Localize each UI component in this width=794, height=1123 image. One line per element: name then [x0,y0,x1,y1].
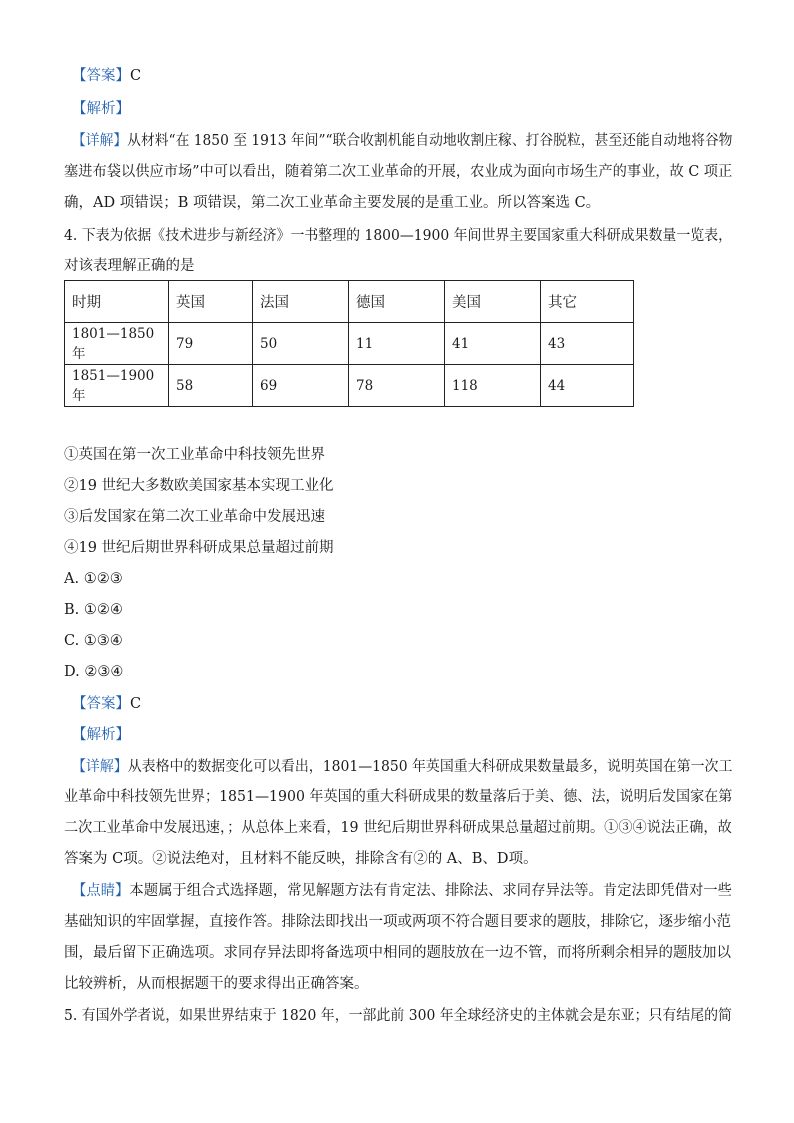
answer-tag: 【答案】 [72,696,130,712]
q4-detail-line-2: 业革命中科技领先世界；1851—1900 年英国的重大科研成果的数量落后于美、德、法，说明后发国家在第 [64,789,733,805]
table-cell: 1851—1900 年 [65,365,169,407]
statement-3: ③后发国家在第二次工业革命中发展迅速 [64,509,325,525]
answer-tag: 【答案】 [72,68,130,84]
table-cell: 69 [253,365,349,407]
tip-line-3: 围，最后留下正确选项。求同存异法即将备选项中相同的题肢放在一边不管，而将所剩余相异的题肢加以 [64,945,731,961]
table-cell: 11 [349,323,445,365]
header-cell: 时期 [65,281,169,323]
table-cell: 118 [445,365,541,407]
analysis-tag: 【解析】 [72,727,130,743]
table-header-row [65,281,634,323]
table-cell: 78 [349,365,445,407]
table-cell: 58 [169,365,253,407]
answer-value: C [130,68,142,84]
q4-detail-line-3: 二次工业革命中发展迅速，；从总体上来看，19 世纪后期世界科研成果总量超过前期。①③④说法正确，故 [64,820,732,836]
table-cell: 43 [541,323,634,365]
q4-analysis-heading [72,725,130,745]
statement-2: ②19 世纪大多数欧美国家基本实现工业化 [64,478,334,494]
detail-text: 从材料“在 1850 至 1913 年间”“联合收割机能自动地收割庄稼、打谷脱粒，甚至还能自动地将谷物 [127,133,733,149]
detail-line-3: 确，AD 项错误；B 项错误，第二次工业革命主要发展的是重工业。所以答案选 C。 [64,195,601,211]
table-cell: 79 [169,323,253,365]
header-cell: 美国 [445,281,541,323]
option-d: D. ②③④ [64,664,124,680]
q4-detail-line-1 [72,757,732,777]
research-results-table [64,280,634,407]
q4-detail-line-4: 答案为 C项。②说法绝对，且材料不能反映，排除含有②的 A、B、D项。 [64,851,538,867]
option-a: A. ①②③ [64,571,123,587]
option-b: B. ①②④ [64,602,123,618]
detail-text: 从表格中的数据变化可以看出，1801—1850 年英国重大科研成果数量最多，说明英国在第一次工 [127,759,733,775]
q4-stem-line-2: 对该表理解正确的是 [64,258,195,274]
answer-value: C [130,696,142,712]
tip-tag: 【点睛】 [72,883,130,899]
tip-line-2: 基础知识的牢固掌握，直接作答。排除法即找出一项或两项不符合题目要求的题肢，排除它，逐步缩小范 [64,914,731,930]
answer-line [72,66,141,86]
statement-4: ④19 世纪后期世界科研成果总量超过前期 [64,540,334,556]
detail-line-1 [72,131,732,151]
analysis-tag: 【解析】 [72,101,130,117]
table-cell: 44 [541,365,634,407]
statement-1: ①英国在第一次工业革命中科技领先世界 [64,447,325,463]
analysis-heading [72,99,130,119]
header-cell: 其它 [541,281,634,323]
table-row [65,365,634,407]
table-row [65,323,634,365]
header-cell: 法国 [253,281,349,323]
q4-stem-line-1: 4. 下表为依据《技术进步与新经济》一书整理的 1800—1900 年间世界主要国家重大科研成果数量一览表， [64,228,732,244]
table-cell: 41 [445,323,541,365]
tip-line-4: 比较辨析，从而根据题干的要求得出正确答案。 [64,976,369,992]
q4-answer-line [72,694,141,714]
header-cell: 英国 [169,281,253,323]
detail-tag: 【详解】 [72,759,128,775]
q5-stem-line-1: 5. 有国外学者说，如果世界结束于 1820 年，一部此前 300 年全球经济史的主体就会是东亚；只有结尾的简 [64,1008,732,1024]
header-cell: 德国 [349,281,445,323]
tip-text: 本题属于组合式选择题，常见解题方法有肯定法、排除法、求同存异法等。肯定法即凭借对一些 [129,883,732,899]
tip-line-1 [72,881,732,901]
table-cell: 1801—1850 年 [65,323,169,365]
option-c: C. ①③④ [64,633,123,649]
detail-line-2: 塞进布袋以供应市场”中可以看出，随着第二次工业革命的开展，农业成为面向市场生产的事业，故 C 项正 [64,164,733,180]
detail-tag: 【详解】 [72,133,128,149]
table-cell: 50 [253,323,349,365]
